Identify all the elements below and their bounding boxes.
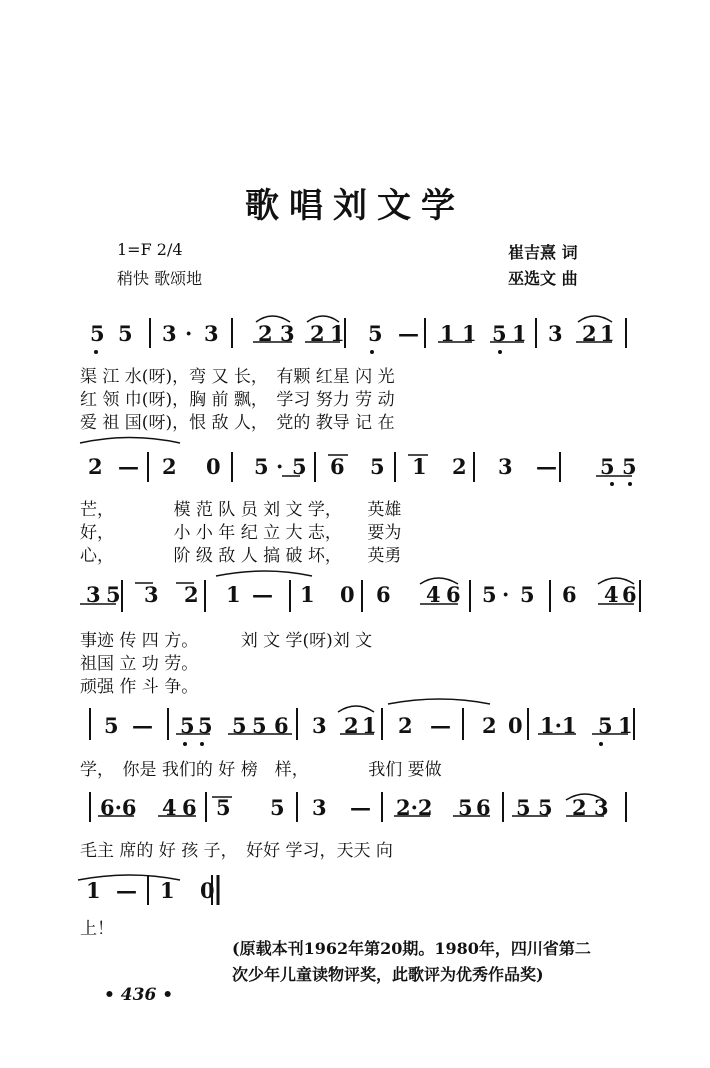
- lyric-line: 顽强 作 斗 争。: [80, 677, 199, 697]
- note-digit: 5: [180, 713, 195, 738]
- note-digit: 6: [274, 713, 289, 738]
- lyric-line: 芒， 模 范 队 员 刘 文 学， 英雄: [80, 500, 402, 520]
- note-digit: —: [132, 713, 153, 738]
- note-digit: 2: [398, 713, 413, 738]
- note-digit: 3: [280, 321, 295, 346]
- note-digit: 5: [600, 454, 615, 479]
- note-digit: —: [536, 454, 557, 479]
- note-digit: —: [118, 454, 139, 479]
- note-digit: —: [350, 795, 371, 820]
- note-digit: 5: [254, 454, 269, 479]
- lyric-line: 事迹 传 四 方。 刘 文 学(呀)刘 文: [80, 631, 373, 651]
- note-digit: 2: [310, 321, 325, 346]
- note-digit: 6: [476, 795, 491, 820]
- note-digit: 1: [618, 713, 633, 738]
- note-digit: 1: [160, 878, 175, 903]
- lyric-line: 学， 你是 我们的 好 榜 样， 我们 要做: [80, 760, 442, 780]
- lyric-line: 毛主 席的 好 孩 子， 好好 学习，天天 向: [80, 841, 393, 861]
- lyric-line: 爱 祖 国(呀)，恨 敌 人， 党的 教导 记 在: [80, 413, 395, 433]
- note-digit: 2: [572, 795, 587, 820]
- note-digit: 1: [226, 582, 241, 607]
- note-digit: 3: [498, 454, 513, 479]
- note-digit: 4: [162, 795, 177, 820]
- note-digit: 6: [562, 582, 577, 607]
- song-title: 歌唱刘文学: [245, 186, 465, 226]
- note-digit: 1: [600, 321, 615, 346]
- note-digit: 5: [232, 713, 247, 738]
- note-digit: 2: [482, 713, 497, 738]
- note-digit: —: [430, 713, 451, 738]
- note-digit: —: [252, 582, 273, 607]
- note-digit: 1·1: [540, 713, 577, 738]
- note-digit: 4: [426, 582, 441, 607]
- note-digit: 5: [368, 321, 383, 346]
- note-digit: 0: [206, 454, 221, 479]
- note-digit: ·: [185, 321, 193, 346]
- note-digit: 5: [538, 795, 553, 820]
- note-digit: 2: [344, 713, 359, 738]
- note-digit: 2: [582, 321, 597, 346]
- note-digit: 1: [362, 713, 377, 738]
- note-digit: 5: [516, 795, 531, 820]
- note-digit: 6: [376, 582, 391, 607]
- lyric-line: 红 领 巾(呀)，胸 前 飘， 学习 努力 劳 动: [80, 390, 395, 410]
- note-digit: 6: [446, 582, 461, 607]
- composer-credit: 巫选文 曲: [508, 269, 578, 288]
- note-digit: 5: [104, 713, 119, 738]
- note-digit: 0: [508, 713, 523, 738]
- note-digit: ·: [276, 454, 284, 479]
- lyric-line: 祖国 立 功 劳。: [80, 654, 199, 674]
- note-digit: 5: [292, 454, 307, 479]
- lyric-line: 心， 阶 级 敌 人 搞 破 坏， 英勇: [80, 546, 402, 566]
- note-digit: 1: [412, 454, 427, 479]
- note-digit: 5: [252, 713, 267, 738]
- note-digit: 2: [452, 454, 467, 479]
- note-digit: 1: [300, 582, 315, 607]
- note-digit: 2: [184, 582, 199, 607]
- note-digit: 2: [258, 321, 273, 346]
- note-digit: 4: [604, 582, 619, 607]
- note-digit: —: [116, 878, 137, 903]
- note-digit: 3: [312, 795, 327, 820]
- lyric-line: 上！: [80, 919, 114, 939]
- note-digit: 2·2: [396, 795, 433, 820]
- note-digit: 5: [118, 321, 133, 346]
- note-digit: 1: [86, 878, 101, 903]
- note-digit: 3: [162, 321, 177, 346]
- system-3-lines: [80, 571, 640, 612]
- note-digit: 1: [512, 321, 527, 346]
- note-digit: 2: [162, 454, 177, 479]
- note-digit: 5: [458, 795, 473, 820]
- note-digit: 1: [440, 321, 455, 346]
- note-digit: 5: [370, 454, 385, 479]
- page-number: • 436 •: [104, 985, 174, 1005]
- note-digit: 5: [270, 795, 285, 820]
- note-digit: 1: [462, 321, 477, 346]
- footnote-line-1: (原载本刊1962年第20期。1980年，四川省第二: [232, 939, 591, 958]
- note-digit: 0: [340, 582, 355, 607]
- footnote-line-2: 次少年儿童读物评奖，此歌评为优秀作品奖): [232, 965, 544, 984]
- note-digit: 6: [330, 454, 345, 479]
- note-digit: 1: [330, 321, 345, 346]
- note-digit: 3: [86, 582, 101, 607]
- note-digit: 6·6: [100, 795, 137, 820]
- note-digit: 5: [198, 713, 213, 738]
- note-digit: 5: [598, 713, 613, 738]
- note-digit: —: [398, 321, 419, 346]
- note-digit: 2: [88, 454, 103, 479]
- note-digit: 3: [548, 321, 563, 346]
- tempo-marking: 稍快 歌颂地: [117, 269, 203, 288]
- note-digit: 5: [106, 582, 121, 607]
- note-digit: 3: [594, 795, 609, 820]
- note-digit: ·: [502, 582, 510, 607]
- lyricist-credit: 崔吉熹 词: [508, 243, 578, 262]
- key-time-signature: 1=F 2/4: [117, 240, 183, 259]
- note-digit: 6: [622, 582, 637, 607]
- note-digit: 3: [144, 582, 159, 607]
- note-digit: 6: [182, 795, 197, 820]
- note-digit: 5: [90, 321, 105, 346]
- note-digit: 0: [200, 878, 215, 903]
- note-digit: 5: [216, 795, 231, 820]
- note-digit: 3: [312, 713, 327, 738]
- lyric-line: 好， 小 小 年 纪 立 大 志， 要为: [80, 523, 402, 543]
- note-digit: 5: [482, 582, 497, 607]
- lyric-line: 渠 江 水(呀)，弯 又 长， 有颗 红星 闪 光: [80, 367, 395, 387]
- note-digit: 5: [520, 582, 535, 607]
- note-digit: 5: [622, 454, 637, 479]
- note-digit: 5: [492, 321, 507, 346]
- note-digit: 3: [204, 321, 219, 346]
